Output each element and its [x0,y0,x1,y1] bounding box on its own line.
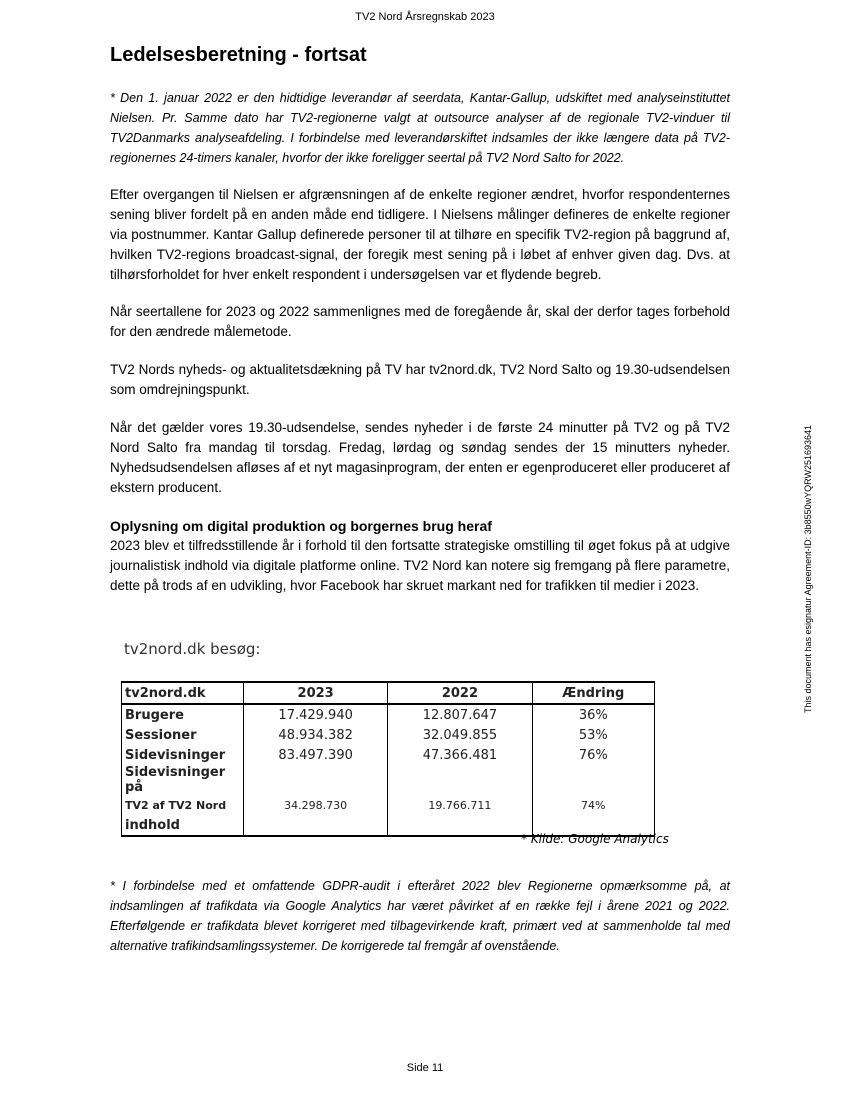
value-change: 36% [532,704,654,725]
table-header-row [122,682,655,704]
empty-cell [388,815,532,836]
value-change: 76% [532,745,654,765]
header-change: Ændring [532,682,654,704]
row-label: indhold [122,815,244,836]
value-2023: 17.429.940 [244,704,388,725]
page-title: Ledelsesberetning - fortsat [110,44,367,66]
comparison-paragraph: Når seertallene for 2023 og 2022 sammenlignes med de foregående år, skal der derfor tages forbehold for den ændrede målemetode. [110,304,730,339]
table-row [122,795,655,815]
value-2022: 19.766.711 [388,795,532,815]
row-label: Sidevisninger [122,745,244,765]
empty-cell [244,765,388,795]
header-2023: 2023 [244,682,388,704]
table-row [122,765,655,795]
page-header: TV2 Nord Årsregnskab 2023 [355,11,495,23]
digital-section-body: 2023 blev et tilfredsstillende år i forhold til den fortsatte strategiske omstilling til øget fokus på at udgive journalistisk indhold via digitale platforme online. TV2 Nord kan notere sig fremgang på flere parametre, dette på trods af en udvikling, hvor Facebook har skruet markant ned for trafikken til medier i 2023. [110,538,730,593]
value-change: 74% [532,795,654,815]
value-change: 53% [532,725,654,745]
header-2022: 2022 [388,682,532,704]
table-row [122,704,655,725]
row-label: Brugere [122,704,244,725]
header-site: tv2nord.dk [122,682,244,704]
broadcast-paragraph: Når det gælder vores 19.30-udsendelse, sendes nyheder i de første 24 minutter på TV2 og på TV2 Nord Salto fra mandag til torsdag. Fredag, lørdag og søndag sendes der 15 minutters nyheder. Nyhedsudsendelsen afløses af et nyt magasinprogram, der enten er egenproduceret eller produceret af ekstern producent. [110,420,730,495]
empty-cell [532,765,654,795]
digital-section [110,516,730,596]
news-coverage-paragraph: TV2 Nords nyheds- og aktualitetsdækning på TV har tv2nord.dk, TV2 Nord Salto og 19.30-udsendelsen som omdrejningspunkt. [110,362,730,397]
value-2022: 12.807.647 [388,704,532,725]
row-label: Sessioner [122,725,244,745]
value-2022: 47.366.481 [388,745,532,765]
value-2023: 83.497.390 [244,745,388,765]
esignatur-note: This document has esignatur Agreement-ID: 3b8550wYQRW251693641 [803,424,813,713]
visits-table [121,681,655,837]
value-2023: 48.934.382 [244,725,388,745]
table-row [122,745,655,765]
table-source: * Kilde: Google Analytics [521,832,669,846]
nielsen-paragraph: Efter overgangen til Nielsen er afgrænsningen af de enkelte regioner ændret, hvorfor respondenternes sening bliver fordelt på en anden måde end tidligere. I Nielsens målinger defineres de enkelte regioner via postnummer. Kantar Gallup definerede personer til at tilhøre en specifik TV2-region på baggrund af, hvilken TV2-regions broadcast-signal, der foregik mest sening på i løbet af enhver given dag. Dvs. at tilhørsforholdet for hver enkelt respondent i undersøgelsen var et flydende begreb. [110,187,730,282]
value-2023: 34.298.730 [244,795,388,815]
digital-section-heading: Oplysning om digital produktion og borgernes brug heraf [110,518,492,534]
value-2022: 32.049.855 [388,725,532,745]
page-number: Side 11 [406,1062,444,1074]
row-label: Sidevisninger på [122,765,244,795]
table-row [122,725,655,745]
gdpr-footnote: * I forbindelse med et omfattende GDPR-audit i efteråret 2022 blev Regionerne opmærksomme på, at indsamlingen af trafikdata via Google Analytics har været påvirket af en række fejl i årene 2021 og 2022. Efterfølgende er trafikdata blevet korrigeret med tilbagevirkende kraft, primært ved at sammenholde tal med alternative trafikindsamlingssystemer. De korrigerede tal fremgår af ovenstående. [110,879,730,953]
intro-footnote-paragraph: * Den 1. januar 2022 er den hidtidige leverandør af seerdata, Kantar-Gallup, udskiftet med analyseinstituttet Nielsen. Pr. Samme dato har TV2-regionerne valgt at outsource analyser af de regionale TV2-vinduer til TV2Danmarks analyseafdeling. I forbindelse med leverandørskiftet indsamles der ikke længere data på TV2-regionernes 24-timers kanaler, hvorfor der ikke foreligger seertal på TV2 Nord Salto for 2022. [110,91,730,165]
empty-cell [244,815,388,836]
empty-cell [388,765,532,795]
row-label: TV2 af TV2 Nord [122,795,244,815]
table-title: tv2nord.dk besøg: [124,640,261,658]
